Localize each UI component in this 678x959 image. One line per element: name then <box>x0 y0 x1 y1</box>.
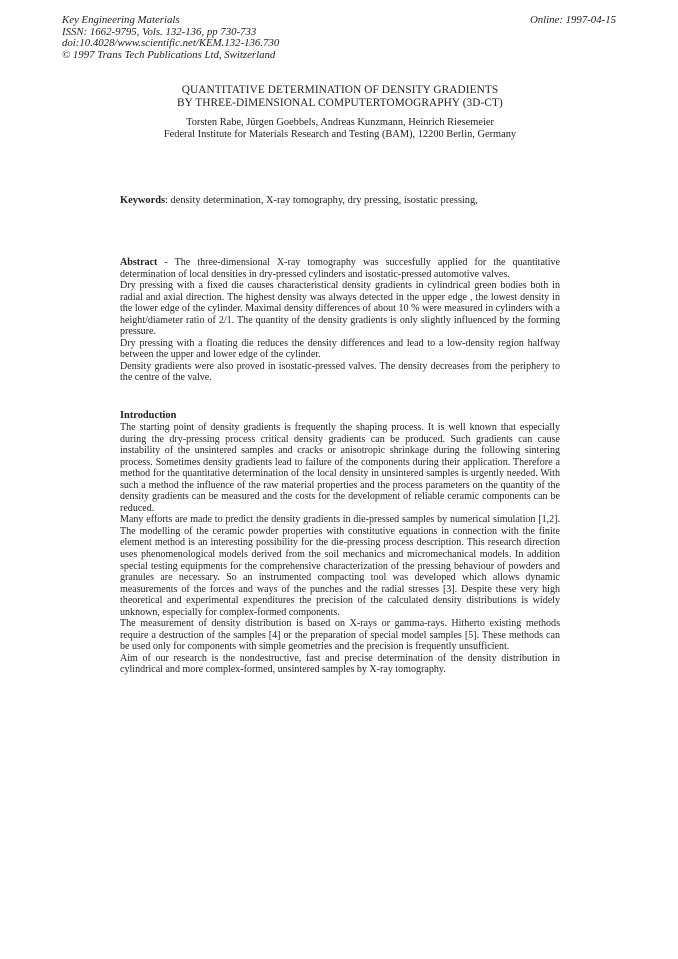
issn-line: ISSN: 1662-9795, Vols. 132-136, pp 730-733 <box>62 25 257 38</box>
title-line-1: QUANTITATIVE DETERMINATION OF DENSITY GRADIENTS <box>181 84 499 96</box>
abstract-paragraph: Dry pressing with a fixed die causes characteristical density gradients in cylindrical green bodies both in radial and axial direction. The highest density was always detected in the upper edge , the lowest density in the lower edge of the cylinder. Maximal density differences of about 10 % were measured in cylinders with a height/diameter ratio of 2/1. The quantity of the density gradients is only slightly influenced by the forming pressure. <box>120 280 560 338</box>
title-line-2: BY THREE-DIMENSIONAL COMPUTERTOMOGRAPHY (3D-CT) <box>177 96 503 109</box>
keywords-section <box>120 195 560 206</box>
introduction-paragraph: The starting point of density gradients is frequently the shaping process. It is well known that especially during the dry-pressing process critical density gradients can be produced. Such gradients can cause instability of the unsintered samples and cracks or anisotropic shrinkage during the following sintering process. Sometimes density gradients lead to failure of the components during their application. Therefore a method for the quantitative determination of the local density in unsintered samples is urgently needed. With such a method the influence of the raw material properties and the process parameters on the quantity of the density gradients can be measured and the costs for the development of reliable ceramic components can be reduced. <box>120 422 560 514</box>
abstract-paragraph: Density gradients were also proved in isostatic-pressed valves. The density decreases from the periphery to the centre of the valve. <box>120 360 560 384</box>
introduction-heading: Introduction <box>120 410 177 421</box>
abstract-label: Abstract <box>120 257 158 268</box>
journal-header <box>62 15 422 61</box>
author-affiliation: Federal Institute for Materials Research and Testing (BAM), 12200 Berlin, Germany <box>163 129 517 141</box>
doi-line: doi:10.4028/www.scientific.net/KEM.132-136.730 <box>62 37 280 50</box>
introduction-paragraph: Aim of our research is the nondestructive, fast and precise determination of the density distribution in cylindrical and more complex-formed, unsintered samples by X-ray tomography. <box>120 652 560 676</box>
introduction-section <box>120 422 560 676</box>
online-date: Online: 1997-04-15 <box>529 14 616 26</box>
author-block <box>120 117 560 142</box>
abstract-paragraph: Dry pressing with a floating die reduces the density differences and lead to a low-density region halfway between the upper and lower edge of the cylinder. <box>120 337 560 361</box>
keywords-text: : density determination, X-ray tomography, dry pressing, isostatic pressing, <box>165 195 478 206</box>
abstract-paragraph: Abstract - The three-dimensional X-ray tomography was succesfully applied for the quantitative determination of local densities in dry-pressed cylinders and isostatic-pressed automotive valves. <box>120 257 560 280</box>
copyright-line: © 1997 Trans Tech Publications Ltd, Switzerland <box>62 48 276 61</box>
keywords-label: Keywords <box>120 195 166 206</box>
paper-title <box>120 84 560 109</box>
abstract-section <box>120 257 560 384</box>
author-names: Torsten Rabe, Jürgen Goebbels, Andreas Kunzmann, Heinrich Riesemeier <box>186 117 494 128</box>
journal-name: Key Engineering Materials <box>62 14 180 26</box>
introduction-paragraph: The measurement of density distribution is based on X-rays or gamma-rays. Hitherto existing methods require a destruction of the samples [4] or the preparation of special model samples [5]. These methods can be used only for components with simple geometries and the precision is frequently unsufficient. <box>120 618 560 653</box>
introduction-paragraph: Many efforts are made to predict the density gradients in die-pressed samples by numerical simulation [1,2]. The modelling of the ceramic powder properties with constitutive equations in connection with the finite element method is an interesting possibility for the die-pressing process description. This research direction uses phenomenological models derived from the soil mechanics and micromechanical models. In addition special testing equipments for the comprehensive characterization of the pressing behaviour of powders and granules are necessary. So an instrumented compacting tool was developed which allows dynamic measurements of the forces and ways of the punches and the radial stresses [3]. Despite these very high theoretical and experimental expenditures the precision of the calculated density distributions is widely unknown, especially for complex-formed components. <box>120 514 560 618</box>
